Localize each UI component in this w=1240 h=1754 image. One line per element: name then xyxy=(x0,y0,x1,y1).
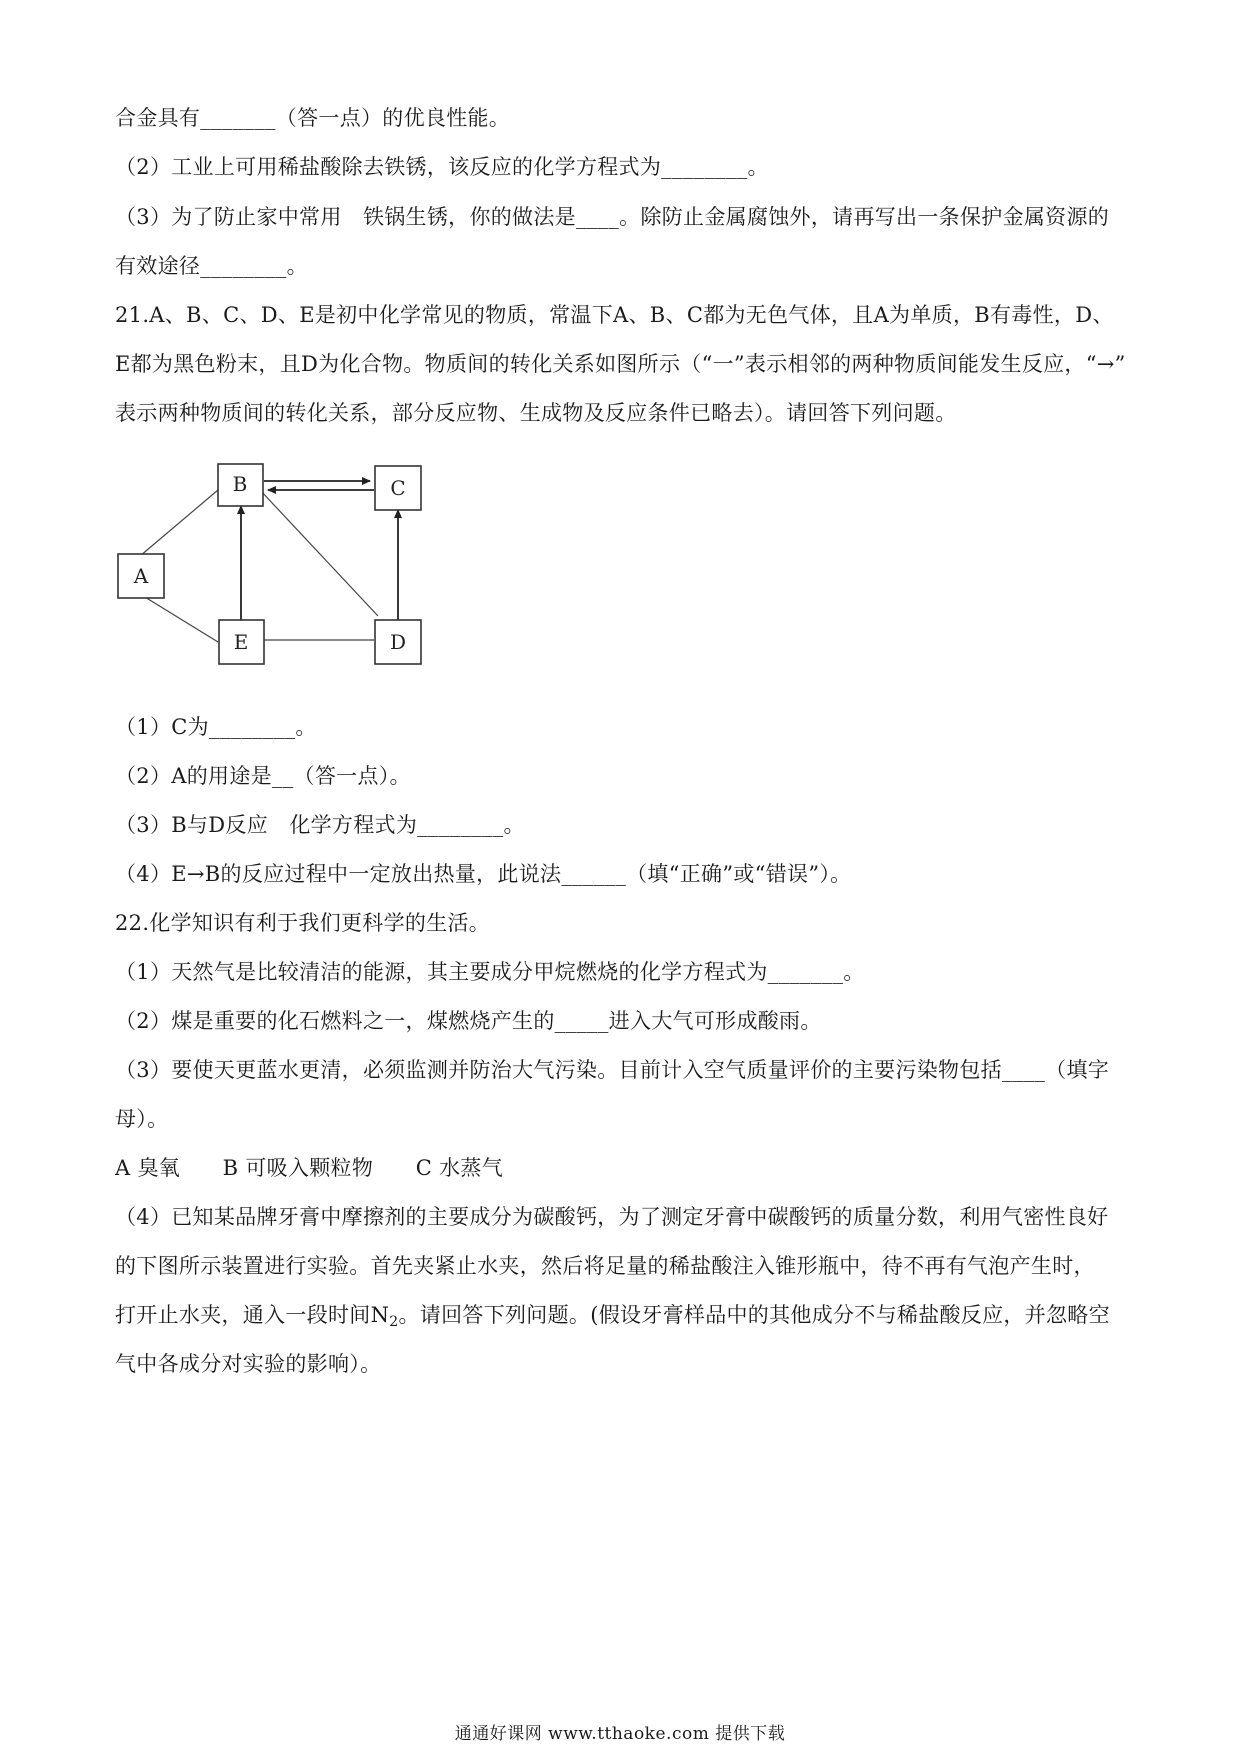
n2-text-after: 。请回答下列问题。(假设牙膏样品中的其他成分不与稀盐酸反应，并忽略空 xyxy=(398,1303,1110,1327)
question-21-line-2: E都为黑色粉末，且D为化合物。物质间的转化关系如图所示（“一”表示相邻的两种物质间能发生反应，“→” xyxy=(115,352,1126,376)
n2-subscript: 2 xyxy=(389,1314,399,1330)
substance-relation-diagram xyxy=(108,458,428,680)
question-21-line-3: 表示两种物质间的转化关系，部分反应物、生成物及反应条件已略去）。请回答下列问题。 xyxy=(115,401,957,425)
label-e: E xyxy=(233,630,249,654)
question-22-part-3-line-1: （3）要使天更蓝水更清，必须监测并防治大气污染。目前计入空气质量评价的主要污染物包括____（填字 xyxy=(115,1058,1110,1082)
question-21-part-2: （2）A的用途是__（答一点）。 xyxy=(115,764,411,788)
question-22-title: 22.化学知识有利于我们更科学的生活。 xyxy=(115,911,491,935)
question-21-part-1: （1）C为________。 xyxy=(115,715,317,739)
question-22-part-4-line-3 xyxy=(115,1300,1125,1330)
label-d: D xyxy=(389,630,407,654)
question-22-options: A 臭氧 B 可吸入颗粒物 C 水蒸气 xyxy=(115,1156,503,1180)
question-22-part-4-line-2: 的下图所示装置进行实验。首先夹紧止水夹，然后将足量的稀盐酸注入锥形瓶中，待不再有气泡产生时， xyxy=(115,1254,1095,1278)
line-2: （2）工业上可用稀盐酸除去铁锈，该反应的化学方程式为________。 xyxy=(115,155,769,179)
label-c: C xyxy=(390,476,406,500)
line-4: 有效途径________。 xyxy=(115,254,308,278)
edge-b-d xyxy=(260,490,378,616)
n2-text-before: 打开止水夹，通入一段时间N xyxy=(115,1303,390,1327)
question-22-part-2: （2）煤是重要的化石燃料之一，煤燃烧产生的_____进入大气可形成酸雨。 xyxy=(115,1009,822,1033)
question-22-part-1: （1）天然气是比较清洁的能源，其主要成分甲烷燃烧的化学方程式为_______。 xyxy=(115,960,865,984)
label-a: A xyxy=(133,564,149,588)
question-21-line-1: 21.A、B、C、D、E是初中化学常见的物质，常温下A、B、C都为无色气体，且A为单质，B有毒性，D、 xyxy=(115,303,1114,327)
edge-a-e xyxy=(140,594,218,642)
line-3: （3）为了防止家中常用 铁锅生锈，你的做法是____。除防止金属腐蚀外，请再写出一条保护金属资源的 xyxy=(115,205,1110,229)
question-22-part-4-line-4: 气中各成分对实验的影响）。 xyxy=(115,1352,382,1376)
question-21-part-4: （4）E→B的反应过程中一定放出热量，此说法______（填“正确”或“错误”）。 xyxy=(115,862,852,886)
question-21-part-3: （3）B与D反应 化学方程式为________。 xyxy=(115,813,525,837)
question-22-part-4-line-1: （4）已知某品牌牙膏中摩擦剂的主要成分为碳酸钙，为了测定牙膏中碳酸钙的质量分数，利用气密性良好 xyxy=(115,1205,1109,1229)
edge-a-b xyxy=(140,490,218,556)
page-footer: 通通好课网 www.tthaoke.com 提供下载 xyxy=(454,1724,786,1744)
label-b: B xyxy=(232,472,248,496)
line-1: 合金具有_______（答一点）的优良性能。 xyxy=(115,106,511,130)
question-22-part-3-line-2: 母）。 xyxy=(115,1107,169,1131)
